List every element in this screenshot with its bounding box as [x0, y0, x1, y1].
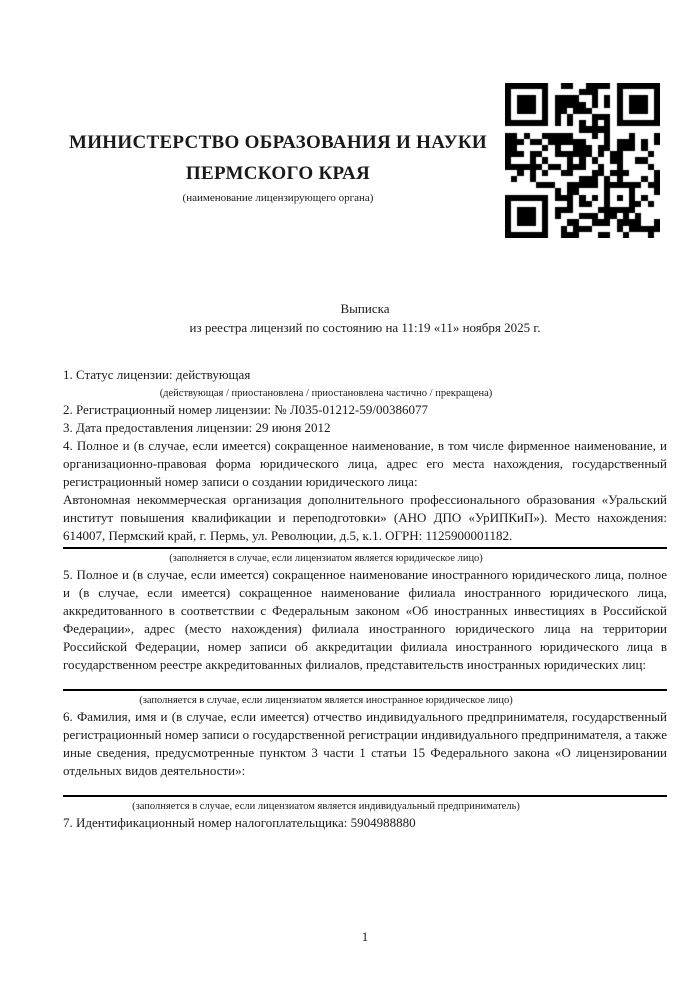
licensing-authority-block — [40, 127, 516, 205]
ministry-name — [40, 127, 516, 189]
empty-fill-line — [63, 780, 667, 793]
item-5-label: 5. Полное и (в случае, если имеется) сокращенное наименование иностранного юридического лица, полное и (в случае, если имеется) сокращенное наименование филиала иностранного юридического лица, аккредитованного в соответствии с Федеральным законом «Об иностранных инвестициях в Российской Федерации», адрес (место нахождения) филиала иностранного юридического лица на территории Российской Федерации, номер записи об аккредитации филиала иностранного юридического лица в государственном реестре аккредитованных филиалов, представительств иностранных юридических лиц: — [63, 567, 667, 672]
document-title — [63, 299, 667, 337]
item-4-value: Автономная некоммерческая организация дополнительного профессионального образования «Уральский институт повышения квалификации и переподготовки» (АНО ДПО «УрИПКиП»). Место нахождения: 614007, Пермский край, г. Пермь, ул. Революции, д.5, к.1. ОГРН: 1125900001182. — [63, 492, 667, 543]
item-4-label: 4. Полное и (в случае, если имеется) сокращенное наименование, в том числе фирменное наименование, и организационно-правовая форма юридического лица, адрес его места нахождения, государственный регистрационный номер записи о создании юридического лица: — [63, 438, 667, 489]
item-5-caption: (заполняется в случае, если лицензиатом является иностранное юридическое лицо) — [139, 695, 513, 706]
qr-code-icon — [505, 83, 660, 238]
item-3-grant-date: 3. Дата предоставления лицензии: 29 июня 2012 — [63, 420, 331, 435]
item-6-caption: (заполняется в случае, если лицензиатом является индивидуальный предприниматель) — [132, 801, 520, 812]
item-5-foreign-entity — [63, 566, 667, 674]
document-title-line2: из реестра лицензий по состоянию на 11:19 «11» ноября 2025 г. — [189, 320, 541, 335]
ministry-name-line1: МИНИСТЕРСТВО ОБРАЗОВАНИЯ И НАУКИ — [68, 132, 488, 153]
item-1-license-status: 1. Статус лицензии: действующая — [63, 367, 251, 382]
empty-fill-line — [63, 674, 667, 687]
page-number: 1 — [361, 929, 369, 944]
item-6-label: 6. Фамилия, имя и (в случае, если имеется) отчество индивидуального предпринимателя, государственный регистрационный номер записи о государственной регистрации индивидуального предпринимателя, а также иные сведения, предусмотренные пунктом 3 части 1 статьи 15 Федерального закона «О лицензировании отдельных видов деятельности»: — [63, 709, 667, 778]
fill-in-rule — [63, 795, 667, 797]
document-title-line1: Выписка — [340, 301, 390, 316]
authority-caption: (наименование лицензирующего органа) — [182, 192, 374, 204]
item-7-taxpayer-number: 7. Идентификационный номер налогоплательщика: 5904988880 — [63, 815, 416, 830]
fill-in-rule — [63, 689, 667, 691]
fill-in-rule — [63, 547, 667, 549]
item-2-registration-number: 2. Регистрационный номер лицензии: № Л035-01212-59/00386077 — [63, 402, 429, 417]
item-4-legal-entity — [63, 437, 667, 545]
item-1-caption: (действующая / приостановлена / приостановлена частично / прекращена) — [159, 388, 493, 399]
item-6-individual-entrepreneur — [63, 708, 667, 780]
item-4-caption: (заполняется в случае, если лицензиатом является юридическое лицо) — [169, 553, 483, 564]
document-body — [63, 366, 667, 832]
ministry-name-line2: ПЕРМСКОГО КРАЯ — [185, 163, 371, 184]
